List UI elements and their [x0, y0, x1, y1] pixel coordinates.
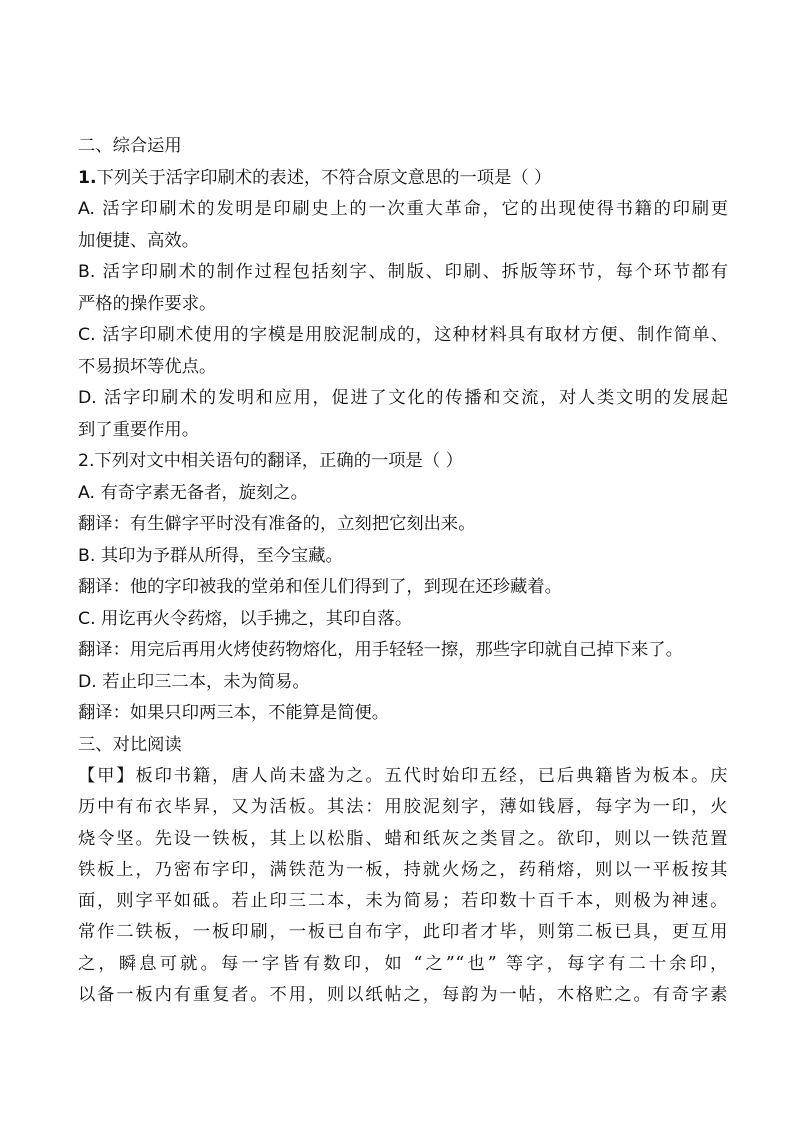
passage-line: 铁板上，乃密布字印，满铁范为一板，持就火炀之，药稍熔，则以一平板按其 — [78, 859, 728, 880]
q2-option-b-sentence: B. 其印为予群从所得，至今宝藏。 — [78, 545, 343, 566]
q2-option-a-sentence: A. 有奇字素无备者，旋刻之。 — [78, 482, 308, 503]
q1-option-c-line2: 不易损坏等优点。 — [78, 356, 217, 377]
q2-option-c-translation: 翻译：用完后再用火烤使药物熔化，用手轻轻一擦，那些字印就自己掉下来了。 — [78, 640, 683, 660]
section-heading-comprehensive: 二、综合运用 — [78, 136, 182, 156]
question-2-stem: 2.下列对文中相关语句的翻译，正确的一项是（ ） — [78, 451, 463, 471]
q1-option-a-line1: A. 活字印刷术的发明是印刷史上的一次重大革命，它的出现使得书籍的印刷更 — [78, 199, 728, 219]
document-page — [78, 131, 728, 1011]
q1-option-c-line1: C. 活字印刷术使用的字模是用胶泥制成的，这种材料具有取材方便、制作简单、 — [78, 325, 728, 345]
q2-option-c-sentence: C. 用讫再火令药熔，以手拂之，其印自落。 — [78, 608, 413, 629]
q1-option-b-line2: 严格的操作要求。 — [78, 293, 217, 314]
classical-passage-jia — [78, 761, 728, 1011]
q2-option-d-sentence: D. 若止印三二本，未为简易。 — [78, 671, 310, 692]
q2-option-d-translation: 翻译：如果只印两三本，不能算是简便。 — [78, 703, 390, 723]
q1-option-b-line1: B. 活字印刷术的制作过程包括刻字、制版、印刷、拆版等环节，每个环节都有 — [78, 262, 728, 282]
passage-line: 历中有布衣毕昇，又为活板。其法：用胶泥刻字，薄如钱唇，每字为一印，火 — [78, 797, 728, 818]
question-1-text: 下列关于活字印刷术的表述，不符合原文意思的一项是（ ） — [96, 167, 552, 188]
passage-line: 【甲】板印书籍，唐人尚未盛为之。五代时始印五经，已后典籍皆为板本。庆 — [78, 766, 728, 786]
q2-option-b-translation: 翻译：他的字印被我的堂弟和侄儿们得到了，到现在还珍藏着。 — [78, 577, 562, 597]
q1-option-a-line2: 加便捷、高效。 — [78, 230, 199, 251]
q2-option-a-translation: 翻译：有生僻字平时没有准备的，立刻把它刻出来。 — [78, 514, 476, 534]
passage-line: 以备一板内有重复者。不用，则以纸帖之，每韵为一帖，木格贮之。有奇字素 — [78, 985, 728, 1006]
question-1-stem — [78, 163, 728, 195]
q1-option-d-line1: D. 活字印刷术的发明和应用，促进了文化的传播和交流，对人类文明的发展起 — [78, 388, 728, 408]
passage-line: 面，则字平如砥。若止印三二本，未为简易；若印数十百千本，则极为神速。 — [78, 891, 728, 912]
passage-line: 常作二铁板，一板印刷，一板已自布字，此印者才毕，则第二板已具，更互用 — [78, 922, 728, 943]
q1-option-d-line2: 到了重要作用。 — [78, 419, 199, 440]
passage-line: 之，瞬息可就。每一字皆有数印，如 “之”“也” 等字，每字有二十余印， — [78, 953, 728, 974]
section-heading-comparative-reading: 三、对比阅读 — [78, 734, 182, 755]
question-1-number: 1. — [78, 167, 97, 188]
passage-line: 烧令坚。先设一铁板，其上以松脂、蜡和纸灰之类冒之。欲印，则以一铁范置 — [78, 828, 728, 849]
